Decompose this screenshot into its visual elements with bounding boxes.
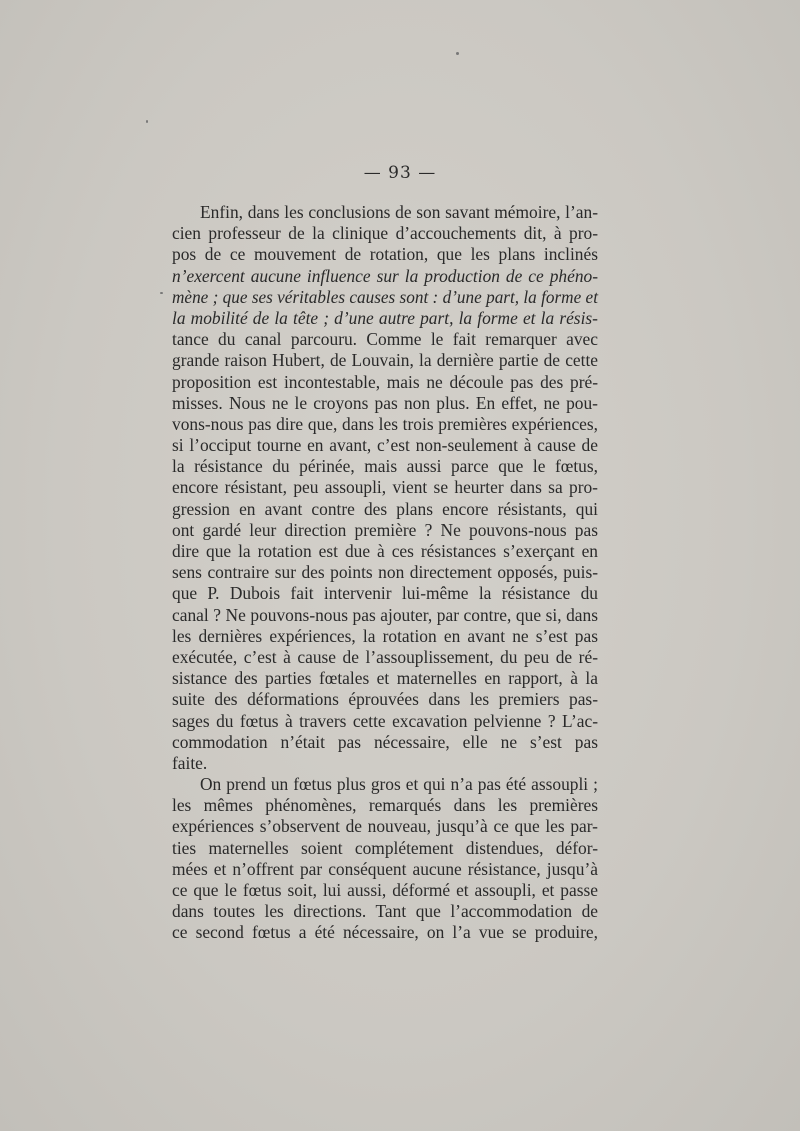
text-line: n’exercent aucune influence sur la production de ce phéno- [172,265,599,286]
text-line: cien professeur de la clinique d’accouchements dit, à pro- [172,223,598,244]
text-line: la résistance du périnée, mais aussi parce que le fœtus, [172,456,598,477]
text-line: dans toutes les directions. Tant que l’accommodation de [172,901,598,922]
text-line: ce second fœtus a été nécessaire, on l’a vue se produire, [172,922,598,943]
text-line: les mêmes phénomènes, remarqués dans les premières [172,795,598,816]
text-line: mène ; que ses véritables causes sont : d’une part, la forme et [172,286,598,307]
text-line: faite. [172,752,208,773]
page-number: — 93 — [363,163,437,183]
body-text [172,202,598,944]
paper-speck [456,52,459,55]
paper-speck [160,292,163,294]
text-line: tance du canal parcouru. Comme le fait remarquer avec [172,329,598,350]
paragraph-2 [172,774,598,944]
text-line: si l’occiput tourne en avant, c’est non-seulement à cause de [172,435,598,456]
text-line: la mobilité de la tête ; d’une autre part, la forme et la résis- [172,307,598,328]
text-line: encore résistant, peu assoupli, vient se heurter dans sa pro- [172,477,598,498]
text-line: les dernières expériences, la rotation en avant ne s’est pas [172,625,598,646]
paper-speck [146,120,148,123]
text-line: ce que le fœtus soit, lui aussi, déformé et assoupli, et passe [172,880,598,900]
text-line: misses. Nous ne le croyons pas non plus. En effet, ne pou- [172,392,598,413]
text-line: dire que la rotation est due à ces résistances s’exerçant en [172,541,599,561]
text-line: sages du fœtus à travers cette excavation pelvienne ? L’ac- [172,710,599,731]
text-line: exécutée, c’est à cause de l’assouplissement, du peu de ré- [172,646,598,667]
text-line: pos de ce mouvement de rotation, que les plans inclinés [172,244,598,265]
text-line: ont gardé leur direction première ? Ne pouvons-nous pas [172,519,598,540]
text-line: gression en avant contre des plans encore résistants, qui [172,498,598,519]
text-line: sistance des parties fœtales et maternelles en rapport, à la [172,668,598,689]
text-line: On prend un fœtus plus gros et qui n’a pas été assoupli ; [200,774,598,795]
text-line: proposition est incontestable, mais ne découle pas des pré- [172,371,598,392]
text-line: mées et n’offrent par conséquent aucune résistance, jusqu’à [172,858,598,879]
text-line: commodation n’était pas nécessaire, elle ne s’est pas [172,731,598,752]
text-line: canal ? Ne pouvons-nous pas ajouter, par contre, que si, dans [172,604,598,625]
text-line: Enfin, dans les conclusions de son savant mémoire, l’an- [200,202,598,222]
paragraph-1 [172,202,598,774]
text-line: suite des déformations éprouvées dans les premiers pas- [172,689,598,710]
text-line: expériences s’observent de nouveau, jusqu’à ce que les par- [172,816,598,837]
text-line: que P. Dubois fait intervenir lui-même la résistance du [172,583,598,604]
text-line: vons-nous pas dire que, dans les trois premières expériences, [172,413,599,434]
text-line: grande raison Hubert, de Louvain, la dernière partie de cette [172,350,599,371]
text-line: ties maternelles soient complétement distendues, défor- [172,837,598,858]
text-line: sens contraire sur des points non directement opposés, puis- [172,562,599,583]
